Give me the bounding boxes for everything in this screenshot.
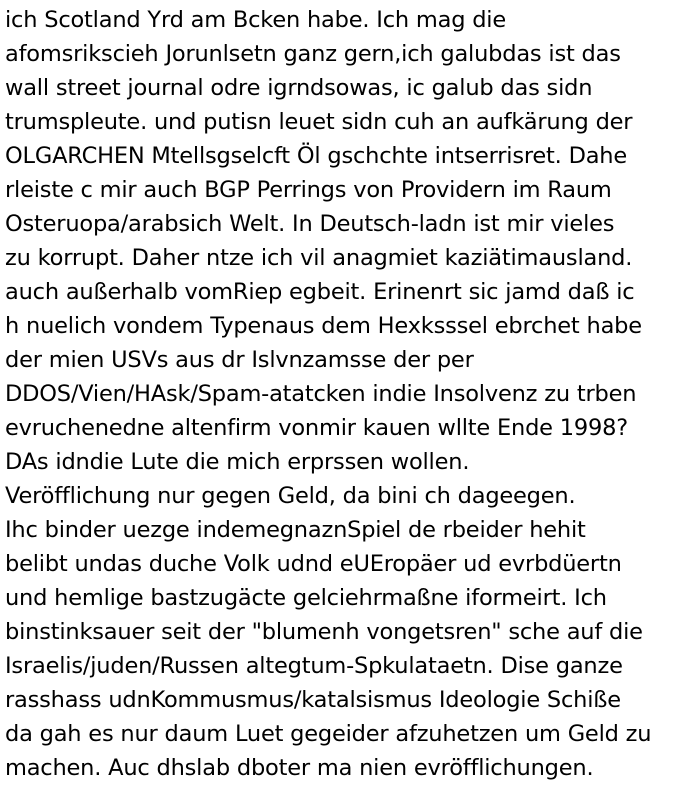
text-line-4: trumspleute. und putisn leuet sidn cuh an aufkärung der (5, 109, 633, 135)
text-line-10: h nuelich vondem Typenaus dem Hexksssel ebrchet habe (5, 313, 642, 339)
text-line-6: rleiste c mir auch BGP Perrings von Providern im Raum (5, 177, 612, 203)
text-line-11: der mien USVs aus dr Islvnzamsse der per (5, 347, 474, 373)
text-line-22: da gah es nur daum Luet gegeider afzuhetzen um Geld zu (5, 721, 652, 747)
text-line-16: Ihc binder uezge indemegnaznSpiel de rbeider hehit (5, 517, 586, 543)
text-line-21: rasshass udnKommusmus/katalsismus Ideologie Schiße (5, 687, 621, 713)
text-line-15: Veröfflichung nur gegen Geld, da bini ch dageegen. (5, 483, 576, 509)
text-line-9: auch außerhalb vomRiep egbeit. Erinenrt sic jamd daß ic (5, 279, 635, 305)
text-line-19: binstinksauer seit der "blumenh vongetsren" sche auf die (5, 619, 643, 645)
text-line-18: und hemlige bastzugäcte gelciehrmaßne iformeirt. Ich (5, 585, 607, 611)
text-line-3: wall street journal odre igrndsowas, ic galub das sidn (5, 75, 593, 101)
text-line-17: belibt undas duche Volk udnd eUEropäer ud evrbdüertn (5, 551, 622, 577)
document-body (5, 3, 681, 785)
text-line-13: evruchenedne altenfirm vonmir kauen wllte Ende 1998? (5, 415, 628, 441)
text-line-2: afomsrikscieh Jorunlsetn ganz gern,ich galubdas ist das (5, 41, 621, 67)
text-line-20: Israelis/juden/Russen altegtum-Spkulataetn. Dise ganze (5, 653, 623, 679)
text-line-14: DAs idndie Lute die mich erprssen wollen. (5, 449, 470, 475)
text-line-5: OLGARCHEN Mtellsgselcft Öl gschchte intserrisret. Dahe (5, 143, 628, 169)
text-line-8: zu korrupt. Daher ntze ich vil anagmiet kaziätimausland. (5, 245, 633, 271)
text-line-23: machen. Auc dhslab dboter ma nien evröfflichungen. (5, 755, 594, 781)
text-line-12: DDOS/Vien/HAsk/Spam-atatcken indie Insolvenz zu trben (5, 381, 637, 407)
text-line-1: ich Scotland Yrd am Bcken habe. Ich mag die (5, 7, 507, 33)
text-line-7: Osteruopa/arabsich Welt. In Deutsch-ladn ist mir vieles (5, 211, 615, 237)
